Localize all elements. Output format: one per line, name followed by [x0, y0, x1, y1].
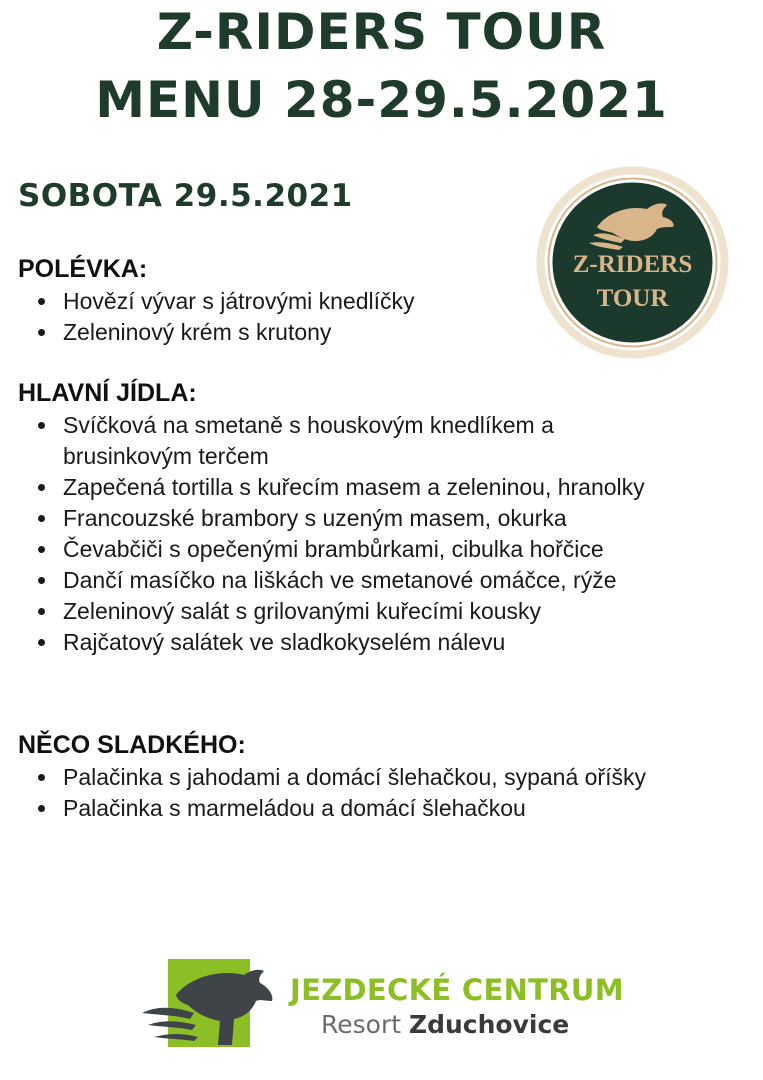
- section-heading: NĚCO SLADKÉHO:: [18, 731, 246, 759]
- footer-brand: [140, 955, 624, 1055]
- list-item: Rajčatový salátek ve sladkokyselém nálevu: [63, 627, 753, 658]
- horse-logo-icon: [140, 955, 280, 1050]
- section-heading: POLÉVKA:: [18, 255, 148, 283]
- day-heading: SOBOTA 29.5.2021: [18, 178, 353, 214]
- list-item: Zeleninový salát s grilovanými kuřecími kousky: [63, 596, 753, 627]
- section-main-dishes: [18, 378, 748, 658]
- page-title-line1: Z-RIDERS TOUR: [156, 3, 607, 61]
- list-item: Palačinka s marmeládou a domácí šlehačkou: [63, 793, 748, 824]
- list-item: Francouzské brambory s uzeným masem, okurka: [63, 503, 753, 534]
- footer-subtitle: [321, 1009, 569, 1041]
- page-title-line2: MENU 28-29.5.2021: [95, 71, 668, 129]
- list-item: Čevabčiči s opečenými brambůrkami, cibulka hořčice: [63, 534, 753, 565]
- list-item: Zeleninový krém s krutony: [63, 317, 748, 348]
- soup-list: [18, 286, 748, 348]
- badge-line1: Z-RIDERS: [572, 251, 693, 278]
- list-item: Palačinka s jahodami a domácí šlehačkou, sypaná oříšky: [63, 762, 748, 793]
- list-item: Hovězí vývar s játrovými knedlíčky: [63, 286, 748, 317]
- badge-line2: TOUR: [596, 285, 669, 312]
- footer-name: JEZDECKÉ CENTRUM: [290, 973, 624, 1007]
- dessert-list: [18, 762, 748, 824]
- section-heading: HLAVNÍ JÍDLA:: [18, 379, 197, 407]
- list-item: Dančí masíčko na liškách ve smetanové omáčce, rýže: [63, 565, 753, 596]
- footer-sub-bold: Zduchovice: [408, 1010, 570, 1039]
- section-soup: [18, 254, 748, 348]
- section-dessert: [18, 730, 748, 824]
- main-dishes-list: [18, 410, 663, 658]
- list-item: Zapečená tortilla s kuřecím masem a zeleninou, hranolky: [63, 472, 753, 503]
- list-item: Svíčková na smetaně s houskovým knedlíkem a brusinkovým terčem: [63, 410, 663, 472]
- footer-sub-prefix: Resort: [321, 1010, 402, 1039]
